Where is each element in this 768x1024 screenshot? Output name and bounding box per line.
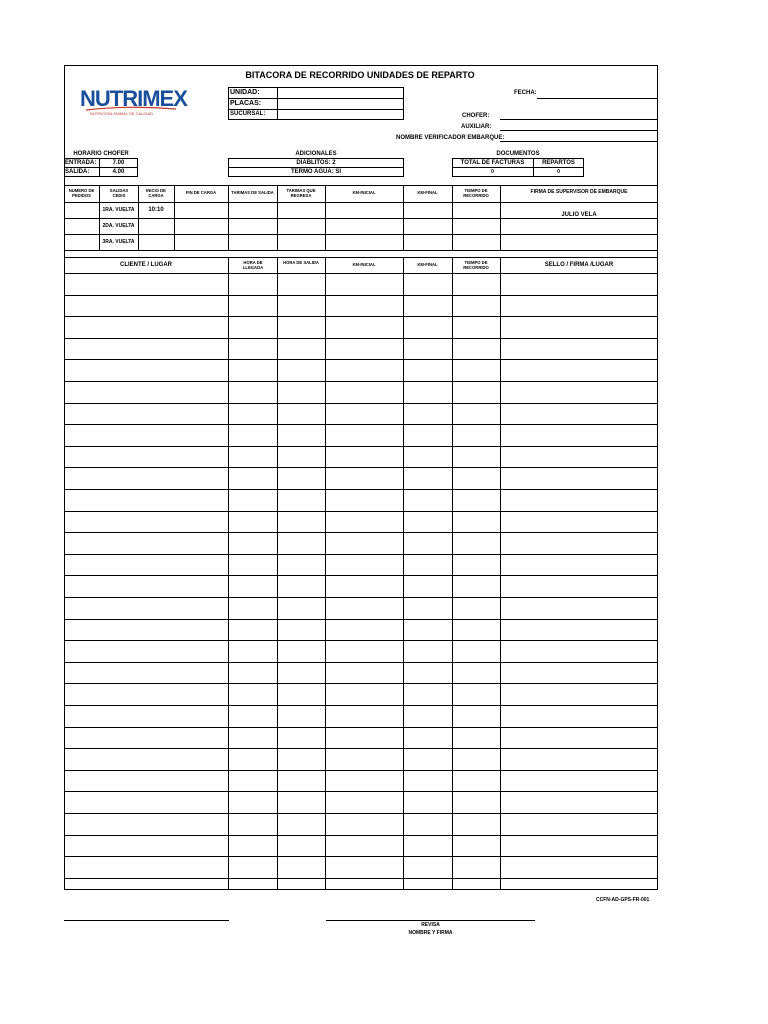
header-tarimas-salida: TARIMAS DE SALIDA (231, 190, 274, 195)
table-row (64, 403, 658, 404)
header-inicio-carga: INICIO DE CARGA (146, 188, 166, 199)
divider (228, 167, 404, 168)
verificador-field[interactable] (500, 141, 657, 142)
trip-1-vuelta: 1RA. VUELTA (102, 207, 135, 213)
auxiliar-label: AUXILIAR: (461, 124, 492, 130)
table-row (64, 878, 658, 879)
table-row (64, 619, 658, 620)
trip-2-vuelta: 2DA. VUELTA (102, 223, 135, 229)
header-cliente: CLIENTE / LUGAR (120, 262, 172, 268)
nombre-firma-label: NOMBRE Y FIRMA (408, 930, 453, 936)
header-km-final: KM-FINAL (417, 190, 438, 195)
divider (64, 250, 658, 251)
divider (452, 257, 453, 889)
placas-field[interactable] (279, 100, 401, 108)
logo-wordmark: NUTRIMEX (80, 86, 187, 111)
unidad-label: UNIDAD: (230, 89, 260, 96)
auxiliar-field[interactable] (500, 130, 657, 131)
header-salida-text: HORA DE SALIDA (283, 260, 319, 265)
table-row (64, 338, 658, 339)
table-row (64, 532, 658, 533)
divider (277, 87, 278, 120)
table-row (64, 770, 658, 771)
table-row (64, 295, 658, 296)
signature-line-revisa[interactable] (326, 920, 535, 921)
divider (325, 257, 326, 889)
divider (64, 234, 658, 235)
nutrimex-logo (80, 86, 187, 122)
chofer-label: CHOFER: (462, 113, 490, 119)
table-row (64, 662, 658, 663)
repartos-label: REPARTOS (542, 160, 575, 166)
salida-value[interactable]: 4.00 (112, 169, 125, 175)
sucursal-label: SUCURSAL: (230, 111, 266, 117)
table-row (64, 511, 658, 512)
fecha-label: FECHA: (514, 90, 537, 96)
divider (138, 185, 139, 250)
adicionales-title: ADICIONALES (295, 151, 337, 157)
table-row (64, 748, 658, 749)
entrada-value[interactable]: 7.00 (112, 160, 125, 166)
header-km-inicial-2: KM-INICIAL (352, 262, 376, 267)
header-tiempo-recorrido: TIEMPO DE RECORRIDO (463, 188, 489, 199)
divider (500, 257, 501, 889)
header-fin-carga: FIN DE CARGA (185, 190, 217, 195)
trip-3-vuelta: 3RA. VUELTA (102, 239, 135, 245)
divider (228, 98, 404, 99)
divider (64, 202, 658, 203)
logo-tagline: NUTRICIÓN ANIMAL DE CALIDAD (90, 111, 153, 116)
chofer-field[interactable] (500, 119, 657, 120)
trip-1-firma[interactable]: JULIO VELA (561, 212, 597, 218)
divider (64, 257, 658, 258)
table-row (64, 705, 658, 706)
table-row (64, 467, 658, 468)
table-row (64, 727, 658, 728)
header-tarimas-regresa: TARIMAS QUE REGRESA (286, 188, 316, 199)
table-row (64, 575, 658, 576)
table-row (64, 359, 658, 360)
table-row (64, 856, 658, 857)
salida-label: SALIDA: (65, 169, 90, 175)
diablitos-value[interactable]: DIABLITOS: 2 (296, 160, 336, 166)
table-row (64, 835, 658, 836)
divider (403, 257, 404, 889)
placas-label: PLACAS: (230, 100, 262, 107)
header-llegada-text: HORA DE LLEGADA (242, 260, 264, 271)
divider (277, 257, 278, 889)
unidad-field[interactable] (279, 89, 401, 97)
header-numero-pedidos: NUMERO DE PEDIDOS (68, 188, 95, 199)
table-row (64, 446, 658, 447)
header-salidas-cedis: SALIDAS CEDIS (109, 188, 129, 199)
trip-1-inicio[interactable]: 10:10 (148, 207, 164, 213)
clients-table (64, 257, 658, 889)
documentos-title: DOCUMENTOS (496, 151, 540, 157)
sucursal-field[interactable] (279, 111, 401, 119)
form-title: BITACORA DE RECORRIDO UNIDADES DE REPARTO (245, 70, 475, 80)
divider (64, 167, 138, 168)
table-row (64, 791, 658, 792)
header-divider (64, 273, 658, 274)
header-tiempo-recorrido-2: TIEMPO DE RECORRIDO (463, 260, 489, 271)
header-sello: SELLO / FIRMA /LUGAR (544, 262, 614, 268)
entrada-label: ENTRADA: (65, 160, 97, 166)
facturas-value[interactable]: 0 (491, 169, 494, 175)
repartos-value[interactable]: 0 (557, 169, 560, 175)
table-row (64, 813, 658, 814)
divider (228, 257, 229, 889)
divider (64, 185, 658, 186)
trips-table (64, 185, 658, 250)
termo-value[interactable]: TERMO AGUA: SI (290, 169, 342, 175)
table-row (64, 683, 658, 684)
table-row (64, 316, 658, 317)
table-row (64, 554, 658, 555)
revisa-label: REVISA (421, 922, 440, 928)
header-firma-supervisor: FIRMA DE SUPERVISOR DE EMBARQUE (530, 189, 628, 195)
table-row (64, 640, 658, 641)
form-code: CCFN-AD-GPS-FR-001 (596, 897, 650, 903)
header-km-inicial: KM-INICIAL (352, 190, 376, 195)
divider (64, 218, 658, 219)
divider (228, 109, 404, 110)
table-row (64, 489, 658, 490)
table-row (64, 597, 658, 598)
header-km-final-2: KM-FINAL (417, 262, 438, 267)
verificador-label: NOMBRE VERIFICADOR EMBARQUE: (396, 135, 505, 141)
signature-line-left[interactable] (64, 920, 229, 921)
fecha-field[interactable] (537, 98, 657, 99)
horario-title: HORARIO CHOFER (73, 151, 129, 157)
divider (452, 185, 453, 250)
table-row (64, 381, 658, 382)
table-row (64, 424, 658, 425)
divider (277, 185, 278, 250)
divider (452, 167, 584, 168)
facturas-label: TOTAL DE FACTURAS (460, 160, 525, 166)
